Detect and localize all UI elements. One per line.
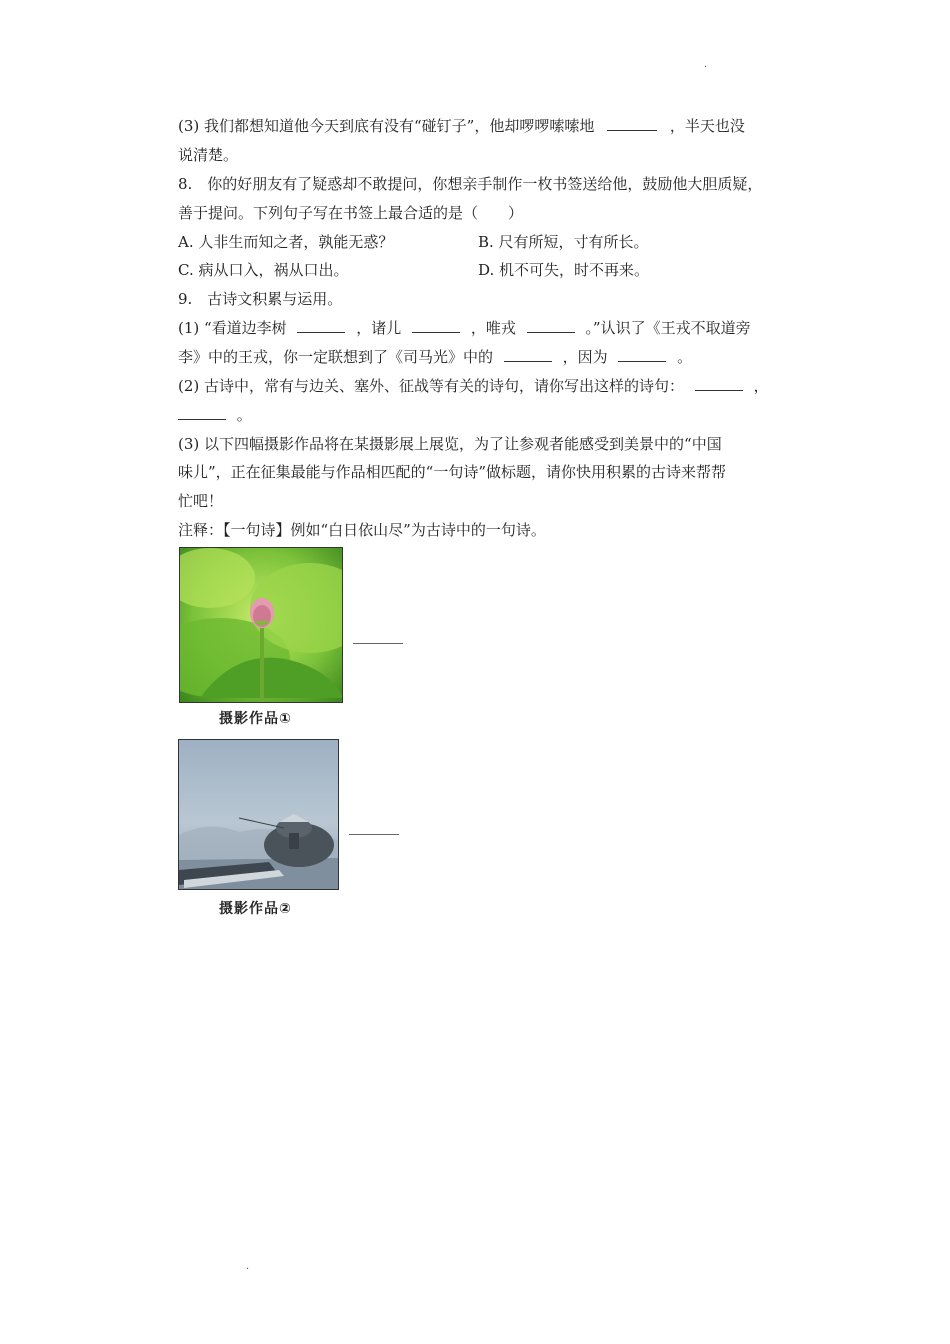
answer-blank[interactable] [412,318,460,333]
q8-option-d[interactable]: D. 机不可失，时不再来。 [478,261,650,279]
photo-1-caption: 摄影作品① [219,711,292,727]
q7-part3-line2 [178,145,238,165]
q7-part3-line1 [178,116,745,136]
q9-p1-text-g: 。 [677,348,693,366]
answer-blank[interactable] [504,347,552,362]
q8-option-a[interactable]: A. 人非生而知之者，孰能无惑？ [178,233,394,251]
photo-1-answer-line[interactable] [353,643,403,644]
photo-2 [178,739,339,890]
photo-2-caption: 摄影作品② [219,901,292,917]
q9-part3-line2: 味儿”，正在征集最能与作品相匹配的“一句诗”做标题，请你快用积累的古诗来帮帮 [178,463,727,481]
q9-p1-text-e: 李》中的王戎，你一定联想到了《司马光》中的 [178,348,494,366]
q9-note: 注释：【一句诗】例如“白日依山尽”为古诗中的一句诗。 [178,521,546,539]
q9-p1-text-f: ，因为 [562,348,608,366]
lotus-bud-image [180,548,343,703]
header-mark: · [704,62,708,73]
q8-stem-line2 [178,203,523,223]
answer-blank[interactable] [178,405,226,420]
answer-blank[interactable] [297,318,345,333]
photo-1 [179,547,343,703]
q7-part3-text-b: ，半天也没 [669,117,745,135]
answer-blank[interactable] [618,347,666,362]
q8-stem-line1 [178,174,762,194]
q9-part2-line2 [178,405,252,425]
q9-p1-text-a: (1) “看道边李树 [178,319,287,337]
q7-part3-text-a: (3) 我们都想知道他今天到底有没有“碰钉子”，他却啰啰嗦嗦地 [178,117,595,135]
answer-blank[interactable] [695,376,743,391]
answer-blank[interactable] [527,318,575,333]
q9-title: 9. 古诗文积累与运用。 [178,290,343,308]
q9-p1-text-d: 。”认识了《王戎不取道旁 [585,319,751,337]
q8-stem-a: 8. 你的好朋友有了疑惑却不敢提问，你想亲手制作一枚书签送给他，鼓励他大胆质疑， [178,175,763,193]
q9-part2-line1 [178,376,769,396]
q8-option-c[interactable]: C. 病从口入，祸从口出。 [178,261,349,279]
footer-mark: · [246,1264,250,1275]
q7-part3-text-c: 说清楚。 [178,146,239,164]
q9-p2-text-a: (2) 古诗中，常有与边关、塞外、征战等有关的诗句，请你写出这样的诗句： [178,377,685,395]
q9-p1-text-b: ，诸儿 [356,319,402,337]
answer-blank[interactable] [607,116,657,131]
q9-p2-text-b: ， [753,377,769,395]
q8-option-b[interactable]: B. 尺有所短，寸有所长。 [478,233,649,251]
q9-part3-line3: 忙吧！ [178,492,224,510]
photo-2-answer-line[interactable] [349,834,399,835]
q9-p1-text-c: ，唯戎 [470,319,516,337]
q9-part1-line1 [178,318,751,338]
q9-p2-text-c: 。 [236,406,252,424]
q9-part3-line1: (3) 以下四幅摄影作品将在某摄影展上展览，为了让参观者能感受到美景中的“中国 [178,435,722,453]
q8-stem-b: 善于提问。下列句子写在书签上最合适的是（ ） [178,204,524,222]
q9-part1-line2 [178,347,692,367]
misty-fisherman-image [179,740,339,890]
